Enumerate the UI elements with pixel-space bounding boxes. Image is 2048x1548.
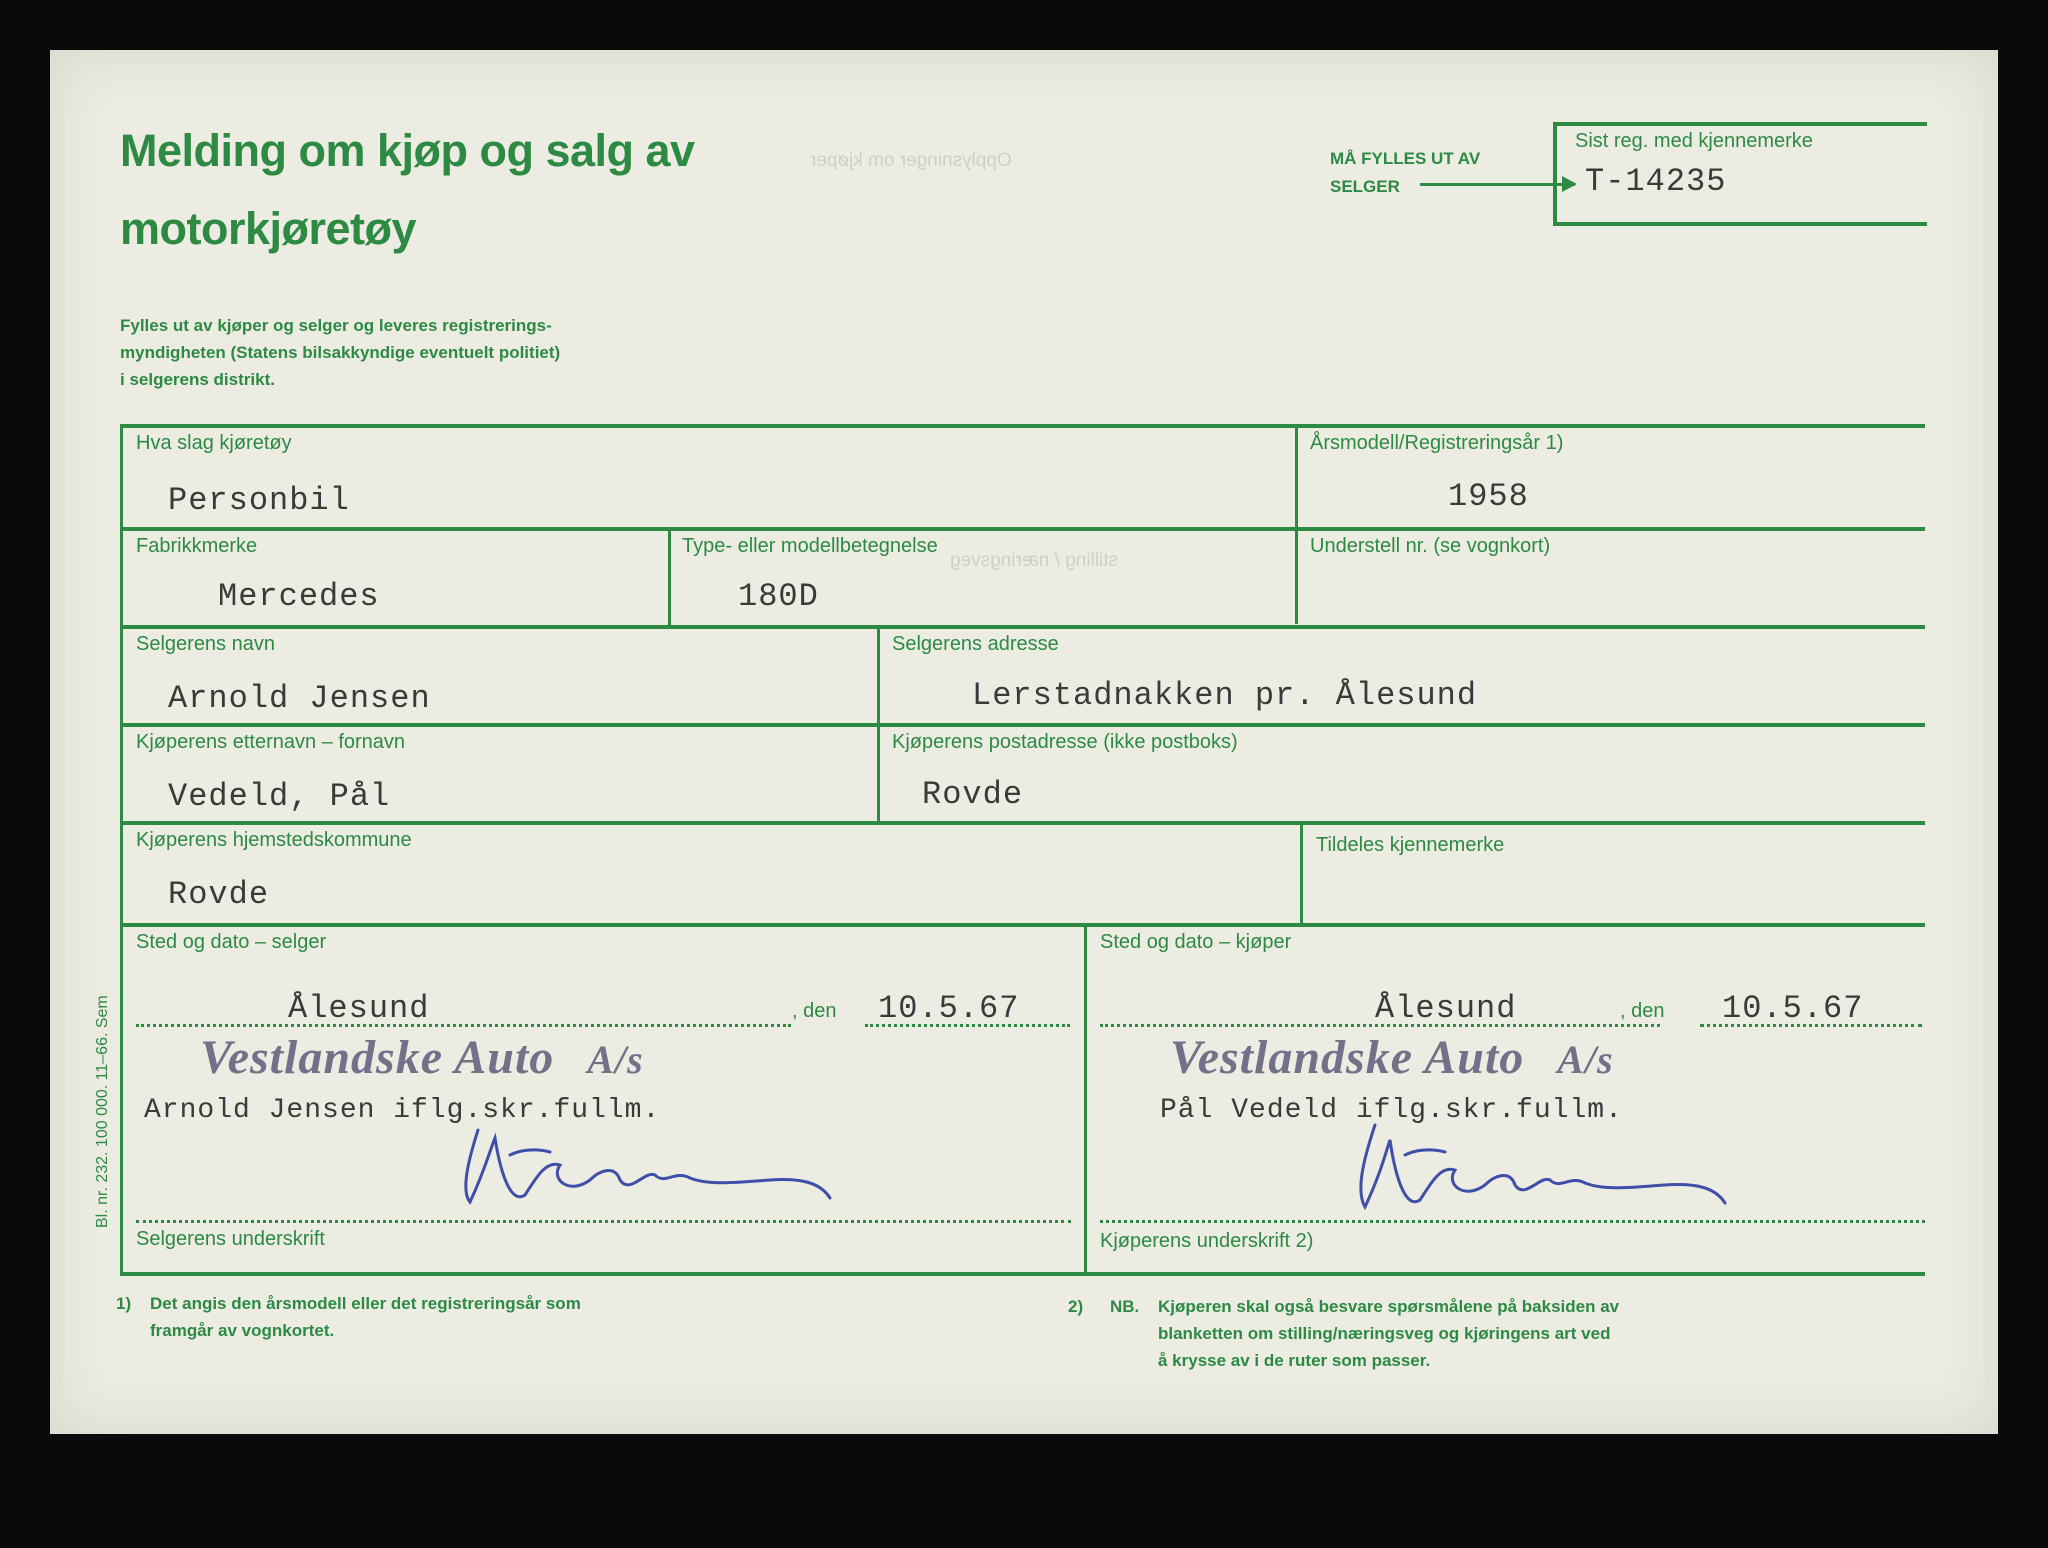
buyer-date-line xyxy=(1700,1024,1922,1027)
show-through-text-2: stilling / næringsveg xyxy=(950,550,1118,571)
buyer-den-label: , den xyxy=(1620,1000,1665,1022)
model-year-label: Årsmodell/Registreringsår 1) xyxy=(1310,432,1564,454)
seller-handwritten-signature xyxy=(450,1110,870,1220)
show-through-text: Opplysninger om kjøper xyxy=(810,150,1012,171)
vehicle-type-label: Hva slag kjøretøy xyxy=(136,432,292,454)
seller-signature-label: Selgerens underskrift xyxy=(136,1228,325,1250)
must-fill-line2: SELGER xyxy=(1330,177,1400,196)
seller-date-value[interactable]: 10.5.67 xyxy=(878,990,1020,1027)
buyer-company-stamp xyxy=(1170,1030,1614,1085)
footnote-2-nb: NB. xyxy=(1110,1297,1140,1316)
make-label: Fabrikkmerke xyxy=(136,535,258,557)
registration-value[interactable]: T-14235 xyxy=(1585,163,1727,200)
must-fill-note xyxy=(1330,145,1480,201)
buyer-date-value[interactable]: 10.5.67 xyxy=(1722,990,1864,1027)
row-divider-2 xyxy=(120,527,1925,531)
buyer-place-value[interactable]: Ålesund xyxy=(1375,990,1517,1027)
seller-company-stamp xyxy=(200,1030,644,1085)
row-divider-6 xyxy=(120,923,1925,927)
form-title-line2: motorkjøretøy xyxy=(120,203,417,254)
buyer-signature-line xyxy=(1100,1220,1925,1223)
make-value[interactable]: Mercedes xyxy=(218,578,380,615)
seller-signature-line xyxy=(136,1220,1071,1223)
buyer-place-date-label: Sted og dato – kjøper xyxy=(1100,931,1292,953)
col-divider-model xyxy=(668,527,671,625)
row-divider-5 xyxy=(120,821,1925,825)
buyer-typed-signatory: Pål Vedeld iflg.skr.fullm. xyxy=(1160,1095,1623,1126)
buyer-stamp-text: Vestlandske Auto xyxy=(1170,1031,1525,1084)
model-year-value[interactable]: 1958 xyxy=(1448,478,1529,515)
frame-left-border xyxy=(120,424,123,1276)
row-divider-4 xyxy=(120,723,1925,727)
footnote-1: Det angis den årsmodell eller det registreringsår som framgår av vognkortet. xyxy=(150,1294,581,1340)
seller-place-date-label: Sted og dato – selger xyxy=(136,931,327,953)
registration-label: Sist reg. med kjennemerke xyxy=(1575,130,1813,152)
seller-den-label: , den xyxy=(792,1000,837,1022)
seller-place-value[interactable]: Ålesund xyxy=(288,990,430,1027)
buyer-name-value[interactable]: Vedeld, Pål xyxy=(168,778,391,815)
seller-stamp-text: Vestlandske Auto xyxy=(200,1031,555,1084)
model-label: Type- eller modellbetegnelse xyxy=(682,535,938,557)
seller-address-label: Selgerens adresse xyxy=(892,633,1059,655)
buyer-stamp-suffix: A/s xyxy=(1557,1037,1614,1082)
chassis-label: Understell nr. (se vognkort) xyxy=(1310,535,1551,557)
seller-name-label: Selgerens navn xyxy=(136,633,275,655)
assigned-plate-label: Tildeles kjennemerke xyxy=(1316,834,1505,856)
col-divider-year xyxy=(1295,424,1298,624)
form-intro: Fylles ut av kjøper og selger og leveres registrerings- myndigheten (Statens bilsakkyndige eventuelt politiet) i selgerens distrikt. xyxy=(120,316,561,389)
buyer-signature-label: Kjøperens underskrift 2) xyxy=(1100,1230,1314,1252)
print-info: Bl. nr. 232. 100 000. 11–66. Sem xyxy=(94,995,111,1228)
footnote-2: Kjøperen skal også besvare spørsmålene på baksiden av blanketten om stilling/næringsveg og kjøringens art ved å krysse av i de ruter som passer. xyxy=(1158,1297,1620,1370)
col-divider-sign xyxy=(1084,923,1087,1274)
seller-name-value[interactable]: Arnold Jensen xyxy=(168,680,431,717)
seller-typed-signatory: Arnold Jensen iflg.skr.fullm. xyxy=(144,1095,661,1126)
must-fill-line1: MÅ FYLLES UT AV xyxy=(1330,149,1481,168)
row-divider-1 xyxy=(120,424,1925,428)
seller-address-value[interactable]: Lerstadnakken pr. Ålesund xyxy=(972,677,1478,714)
buyer-handwritten-signature xyxy=(1335,1115,1755,1225)
buyer-address-label: Kjøperens postadresse (ikke postboks) xyxy=(892,731,1238,753)
print-info-wrapper xyxy=(94,995,114,1548)
footnote-2-marker: 2) xyxy=(1068,1297,1084,1316)
col-divider-plate xyxy=(1300,821,1303,923)
row-divider-3 xyxy=(120,625,1925,629)
buyer-name-label: Kjøperens etternavn – fornavn xyxy=(136,731,406,753)
buyer-municipality-label: Kjøperens hjemstedskommune xyxy=(136,829,412,851)
model-value[interactable]: 180D xyxy=(738,578,819,615)
vehicle-type-value[interactable]: Personbil xyxy=(168,482,350,519)
arrow-icon xyxy=(1420,183,1575,186)
buyer-address-value[interactable]: Rovde xyxy=(922,776,1024,813)
col-divider-address xyxy=(877,625,880,823)
frame-bottom-border xyxy=(120,1272,1925,1276)
footnote-1-marker: 1) xyxy=(116,1294,132,1313)
seller-stamp-suffix: A/s xyxy=(587,1037,644,1082)
seller-place-line xyxy=(136,1024,791,1027)
form-paper xyxy=(50,50,1998,1434)
seller-date-line xyxy=(865,1024,1070,1027)
buyer-municipality-value[interactable]: Rovde xyxy=(168,876,270,913)
buyer-place-line xyxy=(1100,1024,1660,1027)
form-title-line1: Melding om kjøp og salg av xyxy=(120,125,695,176)
